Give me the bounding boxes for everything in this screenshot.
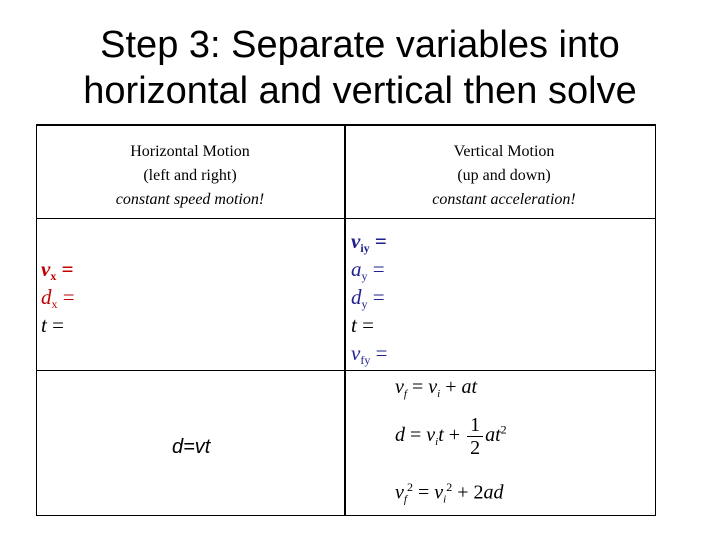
column-divider [344, 126, 346, 515]
vertical-var-dy: $d_y$ = [351, 285, 385, 311]
horizontal-var-dx: $d_x$ = [41, 285, 75, 311]
kinematic-equation-2: $d = v_it$ + $\frac{1}{2}$ $at^2$ [395, 414, 507, 459]
title-line-1: Step 3: Separate variables into [100, 24, 620, 66]
vertical-note: constant acceleration! [432, 191, 576, 208]
horizontal-var-vx: $v_x$ = [41, 257, 74, 283]
vertical-var-vfy: $v_{fy}$ = [351, 341, 388, 367]
kinematic-equation-3: $v_f^2 = v_i^2 + 2ad$ [395, 480, 504, 506]
title-line-2: horizontal and vertical then solve [83, 70, 637, 112]
header-divider [37, 218, 655, 219]
vertical-header [359, 140, 649, 212]
vertical-subheading: (up and down) [457, 167, 551, 184]
horizontal-heading: Horizontal Motion [130, 143, 250, 160]
vertical-var-t: t = [351, 313, 374, 337]
motion-table [36, 124, 656, 516]
vertical-var-ay: $a_y$ = [351, 257, 385, 283]
kinematic-equation-1: $v_f = v_i$ + at [395, 376, 478, 400]
horizontal-header [45, 140, 335, 212]
vertical-var-viy: $v_{iy}$ = [351, 229, 387, 255]
horizontal-var-t: t = [41, 313, 64, 337]
horizontal-note: constant speed motion! [115, 191, 265, 208]
vertical-heading: Vertical Motion [453, 143, 555, 160]
row-divider [37, 370, 655, 371]
slide-title [0, 22, 720, 114]
horizontal-subheading: (left and right) [143, 167, 237, 184]
horizontal-formula: d=vt [172, 436, 211, 458]
